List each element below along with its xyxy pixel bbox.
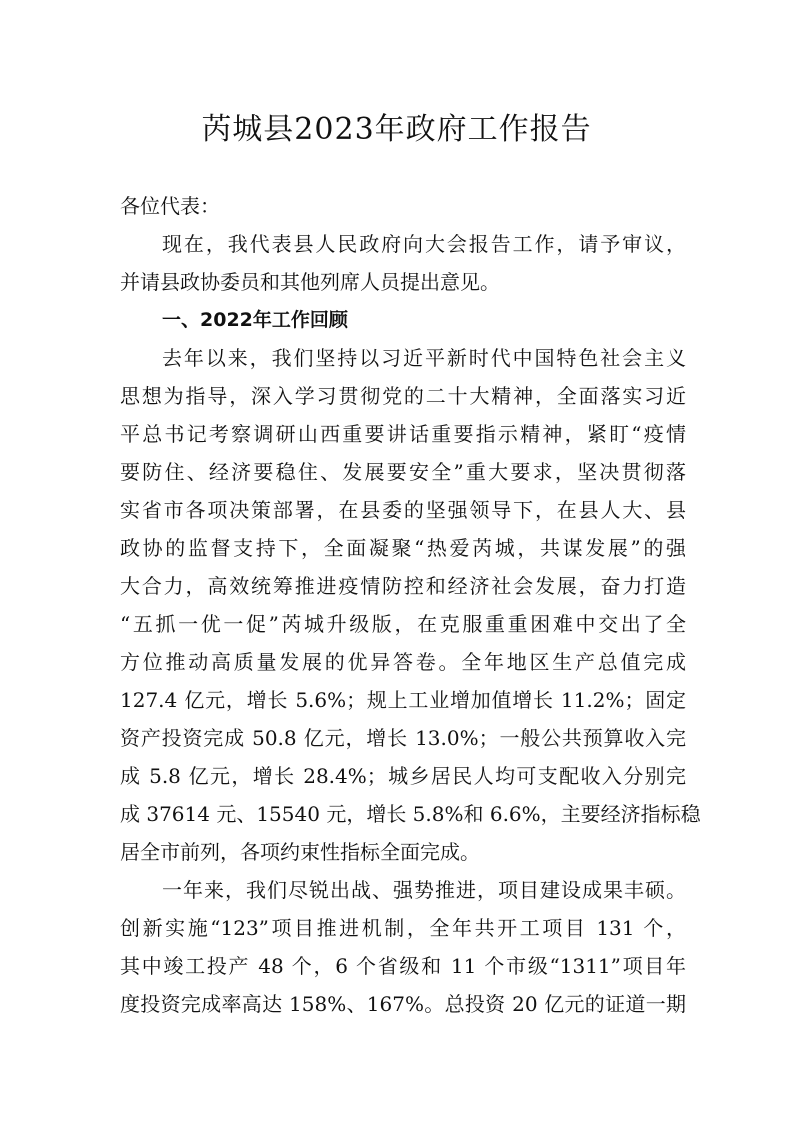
paragraph-line: 资产投资完成 50.8 亿元，增长 13.0%；一般公共预算收入完 xyxy=(120,726,686,750)
paragraph-intro xyxy=(120,225,686,301)
document-title: 芮城县2023年政府工作报告 xyxy=(201,112,592,147)
salutation: 各位代表： xyxy=(120,194,220,218)
paragraph-line: 实省市各项决策部署，在县委的坚强领导下，在县人大、县 xyxy=(120,498,686,522)
paragraph-line: “五抓一优一促”芮城升级版，在克服重重困难中交出了全 xyxy=(120,612,686,636)
paragraph-line: 平总书记考察调研山西重要讲话重要指示精神，紧盯“疫情 xyxy=(120,422,686,446)
paragraph-review xyxy=(120,339,701,871)
paragraph-line: 并请县政协委员和其他列席人员提出意见。 xyxy=(120,270,500,294)
paragraph-projects xyxy=(120,871,686,1023)
paragraph-line: 一年来，我们尽锐出战、强势推进，项目建设成果丰硕。 xyxy=(162,878,686,902)
document-body xyxy=(120,187,701,1023)
paragraph-line: 大合力，高效统筹推进疫情防控和经济社会发展，奋力打造 xyxy=(120,574,686,598)
paragraph-line: 成 5.8 亿元，增长 28.4%；城乡居民人均可支配收入分别完 xyxy=(120,764,686,788)
section-heading: 一、2022年工作回顾 xyxy=(162,309,348,331)
paragraph-line: 创新实施“123”项目推进机制，全年共开工项目 131 个， xyxy=(120,916,686,940)
paragraph-line: 成 37614 元、15540 元，增长 5.8%和 6.6%，主要经济指标稳 xyxy=(120,802,701,826)
paragraph-line: 度投资完成率高达 158%、167%。总投资 20 亿元的证道一期 xyxy=(120,992,686,1016)
paragraph-line: 居全市前列，各项约束性指标全面完成。 xyxy=(120,840,480,864)
paragraph-line: 政协的监督支持下，全面凝聚“热爱芮城，共谋发展”的强 xyxy=(120,536,686,560)
paragraph-line: 127.4 亿元，增长 5.6%；规上工业增加值增长 11.2%；固定 xyxy=(120,688,686,712)
paragraph-line: 方位推动高质量发展的优异答卷。全年地区生产总值完成 xyxy=(120,650,686,674)
paragraph-line: 其中竣工投产 48 个，6 个省级和 11 个市级“1311”项目年 xyxy=(120,954,686,978)
paragraph-line: 现在，我代表县人民政府向大会报告工作，请予审议， xyxy=(162,232,686,256)
paragraph-line: 要防住、经济要稳住、发展要安全”重大要求，坚决贯彻落 xyxy=(120,460,686,484)
paragraph-line: 去年以来，我们坚持以习近平新时代中国特色社会主义 xyxy=(162,346,686,370)
paragraph-line: 思想为指导，深入学习贯彻党的二十大精神，全面落实习近 xyxy=(120,384,686,408)
